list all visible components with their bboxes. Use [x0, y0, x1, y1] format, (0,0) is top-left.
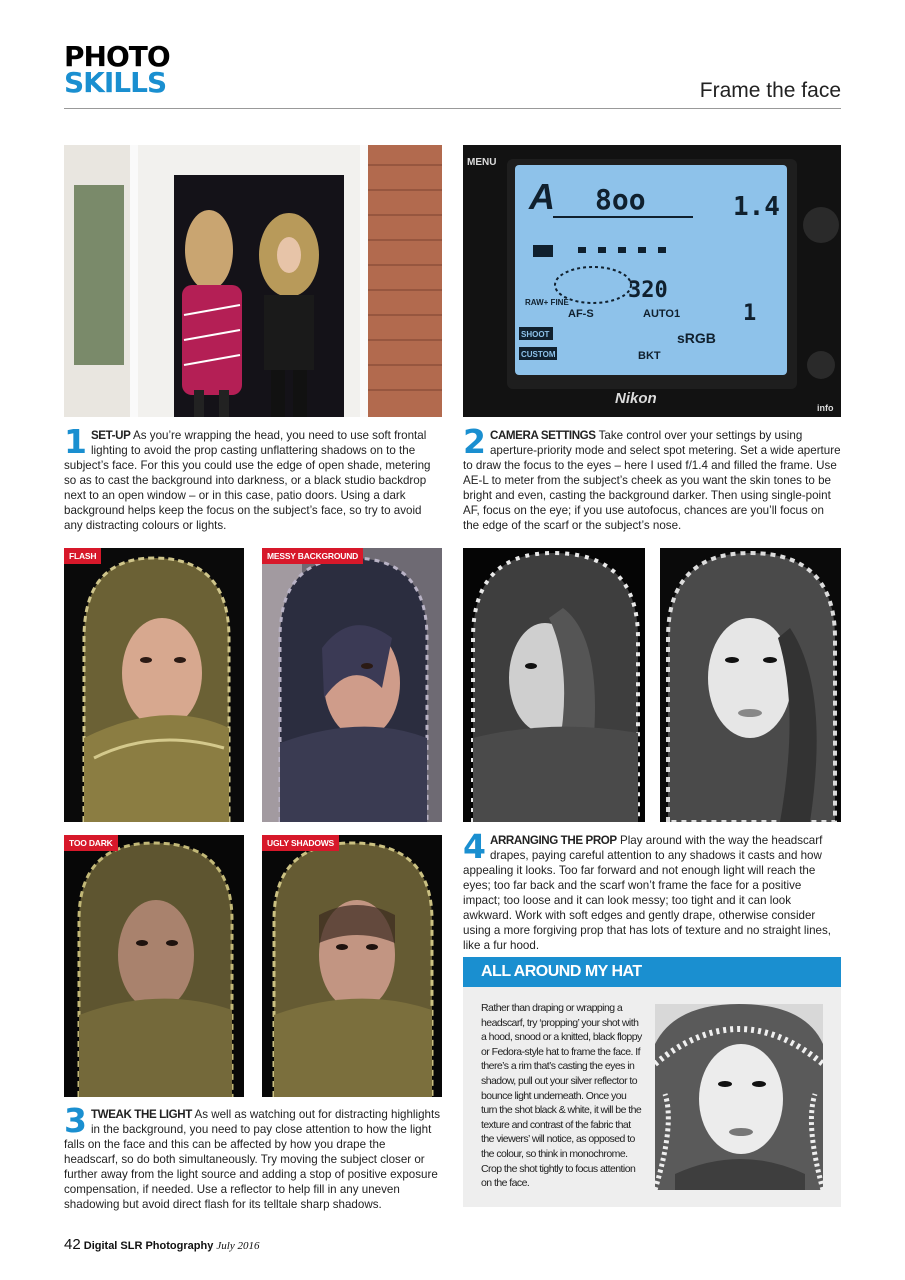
step-body-2: Take control over your settings by using aperture-priority mode and select spot metering. Set a wide aperture to draw the focus to the eyes – here I used f/1.4 and filled the frame. Use AE-L to meter from the subject’s cheek as you want the skin tones to be bright and even, casting the background darker. Then using single-point AF, focus on the eye; if you use autofocus, chances are you’ll focus on the edge of the scarf or the subject’s nose.	[463, 429, 841, 532]
step-number-3: 3	[64, 1101, 87, 1140]
portrait-bw-2	[660, 548, 841, 822]
boxout-title-bar	[463, 957, 841, 987]
fur-hood-portrait	[655, 1004, 823, 1190]
camera-lcd-photo	[463, 145, 841, 417]
lcd-color-space: sRGB	[677, 330, 716, 346]
tag-messy-background: MESSY BACKGROUND	[262, 548, 363, 564]
step-heading-1: SET-UP	[90, 429, 131, 442]
step-number-2: 2	[463, 422, 486, 461]
step-heading-2: CAMERA SETTINGS	[489, 429, 596, 442]
tag-ugly-shadows: UGLY SHADOWS	[262, 835, 339, 851]
step-heading-3: TWEAK THE LIGHT	[90, 1108, 192, 1121]
camera-brand: Nikon	[615, 390, 657, 407]
logo-line-photo: PHOTO	[64, 40, 170, 73]
step-4-text	[463, 827, 841, 953]
tag-too-dark: TOO DARK	[64, 835, 118, 851]
portrait-too-dark	[64, 835, 244, 1097]
step-3-text	[64, 1101, 442, 1212]
lcd-iso: 320	[628, 278, 668, 303]
portrait-bw-1	[463, 548, 645, 822]
photo-skills-logo	[64, 40, 170, 99]
lcd-custom-label: CUSTOM	[521, 350, 556, 359]
issue-date: July 2016	[216, 1240, 260, 1252]
step-2-text	[463, 422, 841, 533]
lcd-aperture: 1.4	[733, 192, 780, 222]
tag-flash: FLASH	[64, 548, 101, 564]
lcd-af-mode: AF-S	[568, 308, 594, 320]
lcd-bkt: BKT	[638, 350, 661, 362]
step-heading-4: ARRANGING THE PROP	[489, 834, 617, 847]
portrait-messy-background	[262, 548, 442, 822]
all-around-my-hat-boxout	[463, 957, 841, 1207]
page-number: 42	[64, 1236, 81, 1253]
lcd-shoot-label: SHOOT	[521, 330, 550, 339]
lcd-shots: 1	[743, 301, 757, 326]
lcd-mode: A	[529, 176, 555, 217]
portrait-flash	[64, 548, 244, 822]
page-folio	[64, 1236, 259, 1253]
lcd-quality: RAW+ FINE	[525, 298, 569, 307]
lcd-wb: AUTO1	[643, 308, 681, 320]
menu-button-label: MENU	[467, 157, 497, 168]
step-body-4: Play around with the way the headscarf drapes, paying careful attention to any shadows it casts and how appealing it looks. Too far forward and not enough light will reach the eyes; too far back and the scarf won’t frame the face for a positive impact; too loose and it can look messy; too tight and it can look awkward. Work with soft edges and gently drape, otherwise consider using a more forgiving prop that has lots of texture and no straight lines, like a fur hood.	[463, 834, 831, 952]
boxout-body: Rather than draping or wrapping a headscarf, try ‘propping’ your shot with a hood, snood or a knitted, black floppy or Fedora-style hat to frame the face. If there’s a rim that’s casting the eyes in shadow, pull out your silver reflector to bounce light underneath. Once you turn the shot black & white, it will be the texture and contrast of the fabric that the viewers’ will notice, as opposed to the colour, so think in monochrome. Crop the shot tightly to focus attention on the face.	[481, 1002, 642, 1190]
step-number-1: 1	[64, 422, 87, 461]
logo-line-skills: SKILLS	[64, 66, 167, 99]
step-body-3: As well as watching out for distracting highlights in the background, you need to pay close attention to how the light falls on the face and this can be affected by how you drape the headscarf, so do both simultaneously. Try moving the subject closer or further away from the light source and adding a stop of positive exposure compensation, if needed. Use a reflector to help fill in any uneven shadowing but avoid direct flash for its telltale sharp shadows.	[64, 1108, 440, 1211]
section-title: Frame the face	[699, 79, 841, 102]
lcd-shutter: 8oo	[595, 183, 646, 216]
setup-photo	[64, 145, 442, 417]
step-body-1: As you’re wrapping the head, you need to use soft frontal lighting to avoid the prop casting unflattering shadows on to the subject’s face. For this you could use the edge of open shade, metering so as to cast the background into darkness, or a black studio backdrop next to an open window – or in this case, patio doors. Using a dark background helps keep the focus on the subject’s face, so try to avoid any distracting colours or lights.	[64, 429, 431, 532]
boxout-title: ALL AROUND MY HAT	[481, 963, 642, 980]
info-button-label: info	[817, 403, 834, 413]
step-number-4: 4	[463, 827, 486, 866]
magazine-name: Digital SLR Photography	[83, 1240, 214, 1252]
portrait-ugly-shadows	[262, 835, 442, 1097]
header-divider	[64, 108, 841, 109]
step-1-text	[64, 422, 442, 533]
